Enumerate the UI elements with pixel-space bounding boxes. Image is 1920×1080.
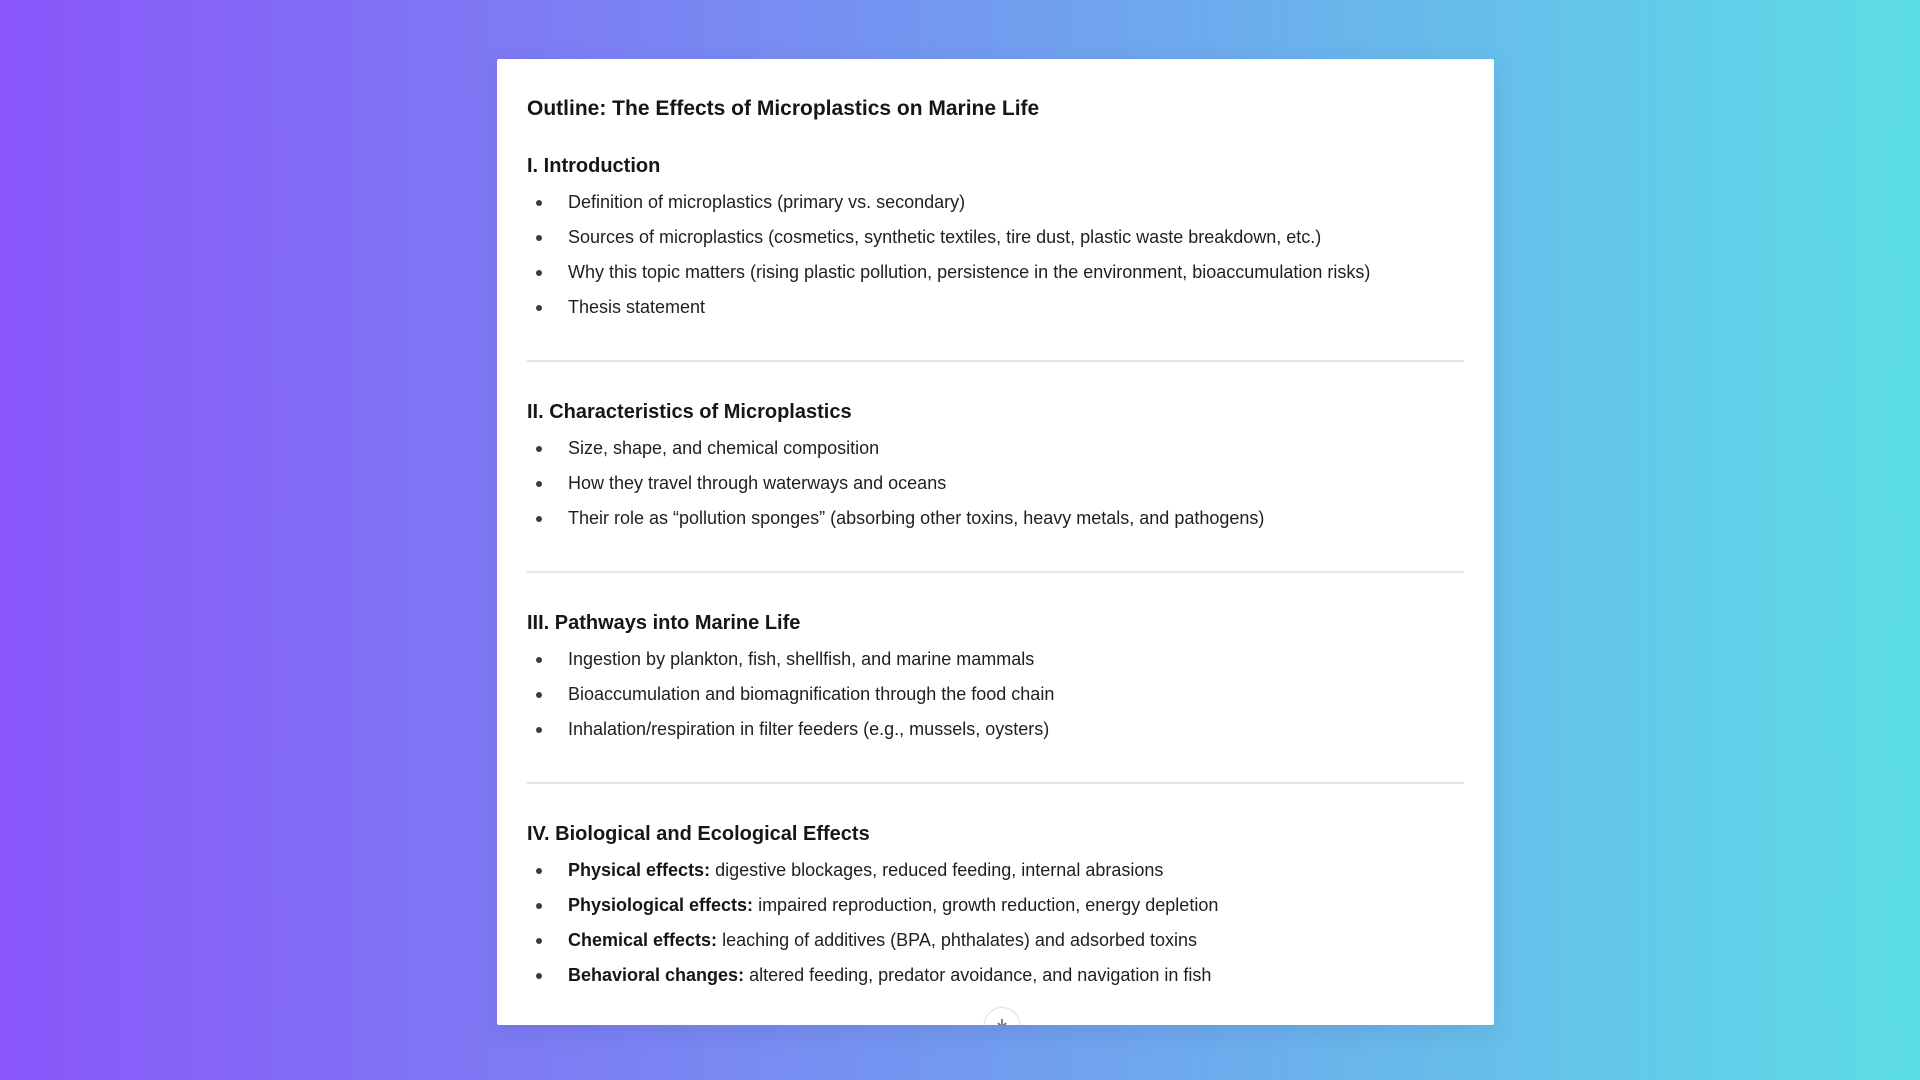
document-sections: [527, 153, 1464, 989]
bullet-text: altered feeding, predator avoidance, and navigation in fish: [744, 965, 1212, 985]
section-bullet-list: [527, 646, 1464, 743]
bullet-bold-label: Behavioral changes:: [568, 965, 745, 985]
bullet-bold-label: Chemical effects:: [568, 930, 718, 950]
outline-section: [527, 821, 1464, 989]
bullet-item: [527, 224, 1464, 251]
bullet-item: [527, 681, 1464, 708]
bullet-text: Inhalation/respiration in filter feeders (e.g., mussels, oysters): [568, 719, 1050, 739]
bullet-text: Bioaccumulation and biomagnification through the food chain: [568, 684, 1055, 704]
bullet-item: [527, 189, 1464, 216]
document-title: Outline: The Effects of Microplastics on Marine Life: [527, 97, 1040, 120]
outline-section: [527, 610, 1464, 743]
section-heading: IV. Biological and Ecological Effects: [527, 823, 870, 845]
bullet-bold-label: Physical effects:: [568, 860, 711, 880]
bullet-text: Why this topic matters (rising plastic pollution, persistence in the environment, bioaccumulation risks): [568, 262, 1371, 282]
bullet-item: [527, 716, 1464, 743]
bullet-text: Size, shape, and chemical composition: [568, 438, 880, 458]
bullet-text: How they travel through waterways and oceans: [568, 473, 947, 493]
bullet-item: [527, 857, 1464, 884]
section-bullet-list: [527, 857, 1464, 989]
bullet-item: [527, 259, 1464, 286]
bullet-text: Definition of microplastics (primary vs. secondary): [568, 192, 966, 212]
section-divider: [527, 360, 1464, 362]
bullet-text: impaired reproduction, growth reduction, energy depletion: [753, 895, 1219, 915]
bullet-text: digestive blockages, reduced feeding, internal abrasions: [710, 860, 1164, 880]
bullet-item: [527, 892, 1464, 919]
bullet-text: Ingestion by plankton, fish, shellfish, and marine mammals: [568, 649, 1035, 669]
outline-section: [527, 399, 1464, 532]
arrow-down-to-line-icon: [994, 1017, 1010, 1025]
bullet-item: [527, 927, 1464, 954]
bullet-text: leaching of additives (BPA, phthalates) and adsorbed toxins: [717, 930, 1198, 950]
section-bullet-list: [527, 189, 1464, 321]
section-divider: [527, 571, 1464, 573]
bullet-item: [527, 470, 1464, 497]
outline-section: [527, 153, 1464, 321]
section-divider: [527, 782, 1464, 784]
bullet-text: Thesis statement: [568, 297, 706, 317]
section-heading: II. Characteristics of Microplastics: [527, 401, 852, 423]
scroll-to-bottom-button[interactable]: [984, 1007, 1020, 1025]
bullet-item: [527, 294, 1464, 321]
section-heading: I. Introduction: [527, 155, 661, 177]
bullet-item: [527, 505, 1464, 532]
bullet-bold-label: Physiological effects:: [568, 895, 754, 915]
bullet-item: [527, 646, 1464, 673]
document-card[interactable]: [497, 59, 1494, 1025]
section-bullet-list: [527, 435, 1464, 532]
bullet-text: Their role as “pollution sponges” (absorbing other toxins, heavy metals, and pathogens): [568, 508, 1265, 528]
section-heading: III. Pathways into Marine Life: [527, 612, 801, 634]
bullet-item: [527, 962, 1464, 989]
bullet-item: [527, 435, 1464, 462]
bullet-text: Sources of microplastics (cosmetics, synthetic textiles, tire dust, plastic waste breakdown, etc.): [568, 227, 1322, 247]
